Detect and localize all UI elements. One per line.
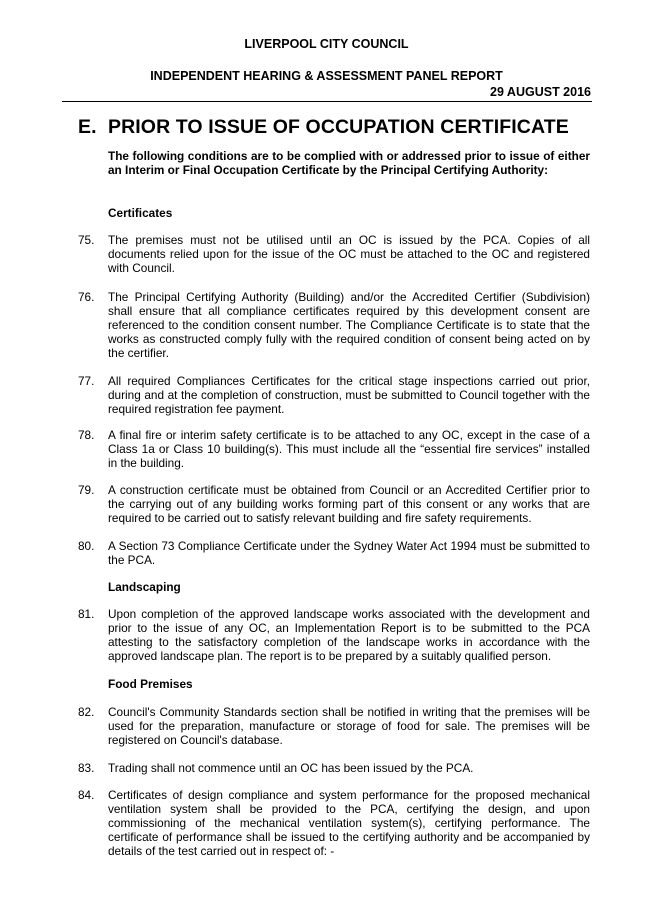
condition-text: The premises must not be utilised until an OC is issued by the PCA. Copies of all documents relied upon for the issue of the OC must be attached to the OC and registered with Council. — [108, 233, 590, 275]
condition-item — [78, 705, 590, 747]
condition-number: 77. — [78, 374, 95, 388]
condition-item — [78, 428, 590, 470]
report-title: INDEPENDENT HEARING & ASSESSMENT PANEL REPORT — [150, 69, 503, 83]
condition-item — [78, 290, 590, 360]
condition-number: 76. — [78, 290, 95, 304]
section-intro: The following conditions are to be complied with or addressed prior to issue of either an Interim or Final Occupation Certificate by the Principal Certifying Authority: — [108, 149, 590, 177]
condition-text: A construction certificate must be obtained from Council or an Accredited Certifier prior to the carrying out of any building works forming part of this consent or any works that are required to be carried out to satisfy relevant building and fire safety requirements. — [108, 483, 590, 525]
condition-number: 80. — [78, 539, 95, 553]
condition-item — [78, 761, 590, 775]
condition-number: 78. — [78, 428, 95, 442]
condition-number: 83. — [78, 761, 95, 775]
condition-item — [78, 483, 590, 525]
council-name: LIVERPOOL CITY COUNCIL — [244, 37, 409, 51]
condition-number: 84. — [78, 788, 95, 802]
condition-item — [78, 788, 590, 858]
section-title: PRIOR TO ISSUE OF OCCUPATION CERTIFICATE — [108, 116, 569, 138]
condition-number: 79. — [78, 483, 95, 497]
condition-text: Upon completion of the approved landscape works associated with the development and prior to the issue of any OC, an Implementation Report is to be submitted to the PCA attesting to the satisfactory completion of the landscape works in accordance with the approved landscape plan. The report is to be prepared by a suitably qualified person. — [108, 607, 590, 663]
condition-item — [78, 539, 590, 567]
condition-text: A final fire or interim safety certificate is to be attached to any OC, except in the case of a Class 1a or Class 10 building(s). This must include all the “essential fire services” installed in the building. — [108, 428, 590, 470]
condition-number: 82. — [78, 705, 95, 719]
condition-item — [78, 374, 590, 416]
condition-text: All required Compliances Certificates for the critical stage inspections carried out prior, during and at the completion of construction, must be submitted to Council together with the required registration fee payment. — [108, 374, 590, 416]
subhead-landscaping: Landscaping — [108, 580, 181, 594]
subhead-certificates: Certificates — [108, 206, 173, 220]
condition-number: 75. — [78, 233, 95, 247]
condition-text: Trading shall not commence until an OC has been issued by the PCA. — [108, 761, 474, 775]
section-heading — [78, 116, 569, 139]
section-letter: E. — [78, 116, 97, 138]
condition-text: A Section 73 Compliance Certificate under the Sydney Water Act 1994 must be submitted to the PCA. — [108, 539, 590, 567]
condition-item — [78, 233, 590, 275]
condition-text: The Principal Certifying Authority (Building) and/or the Accredited Certifier (Subdivision) shall ensure that all compliance certificates required by this development consent are referenced to the condition consent number. The Compliance Certificate is to state that the works as constructed comply fully with the required condition of consent being acted on by the certifier. — [108, 290, 590, 360]
header-divider — [62, 101, 592, 102]
condition-text: Certificates of design compliance and system performance for the proposed mechanical ventilation system shall be provided to the PCA, certifying the design, and upon commissioning of the mechanical ventilation system(s), certifying performance. The certificate of performance shall be issued to the certifying authority and be accompanied by details of the test carried out in respect of: - — [108, 788, 590, 858]
condition-number: 81. — [78, 607, 95, 621]
condition-item — [78, 607, 590, 663]
report-date: 29 AUGUST 2016 — [490, 85, 591, 99]
subhead-food-premises: Food Premises — [108, 677, 193, 691]
condition-text: Council's Community Standards section shall be notified in writing that the premises will be used for the preparation, manufacture or storage of food for sale. The premises will be registered on Council's database. — [108, 705, 590, 747]
